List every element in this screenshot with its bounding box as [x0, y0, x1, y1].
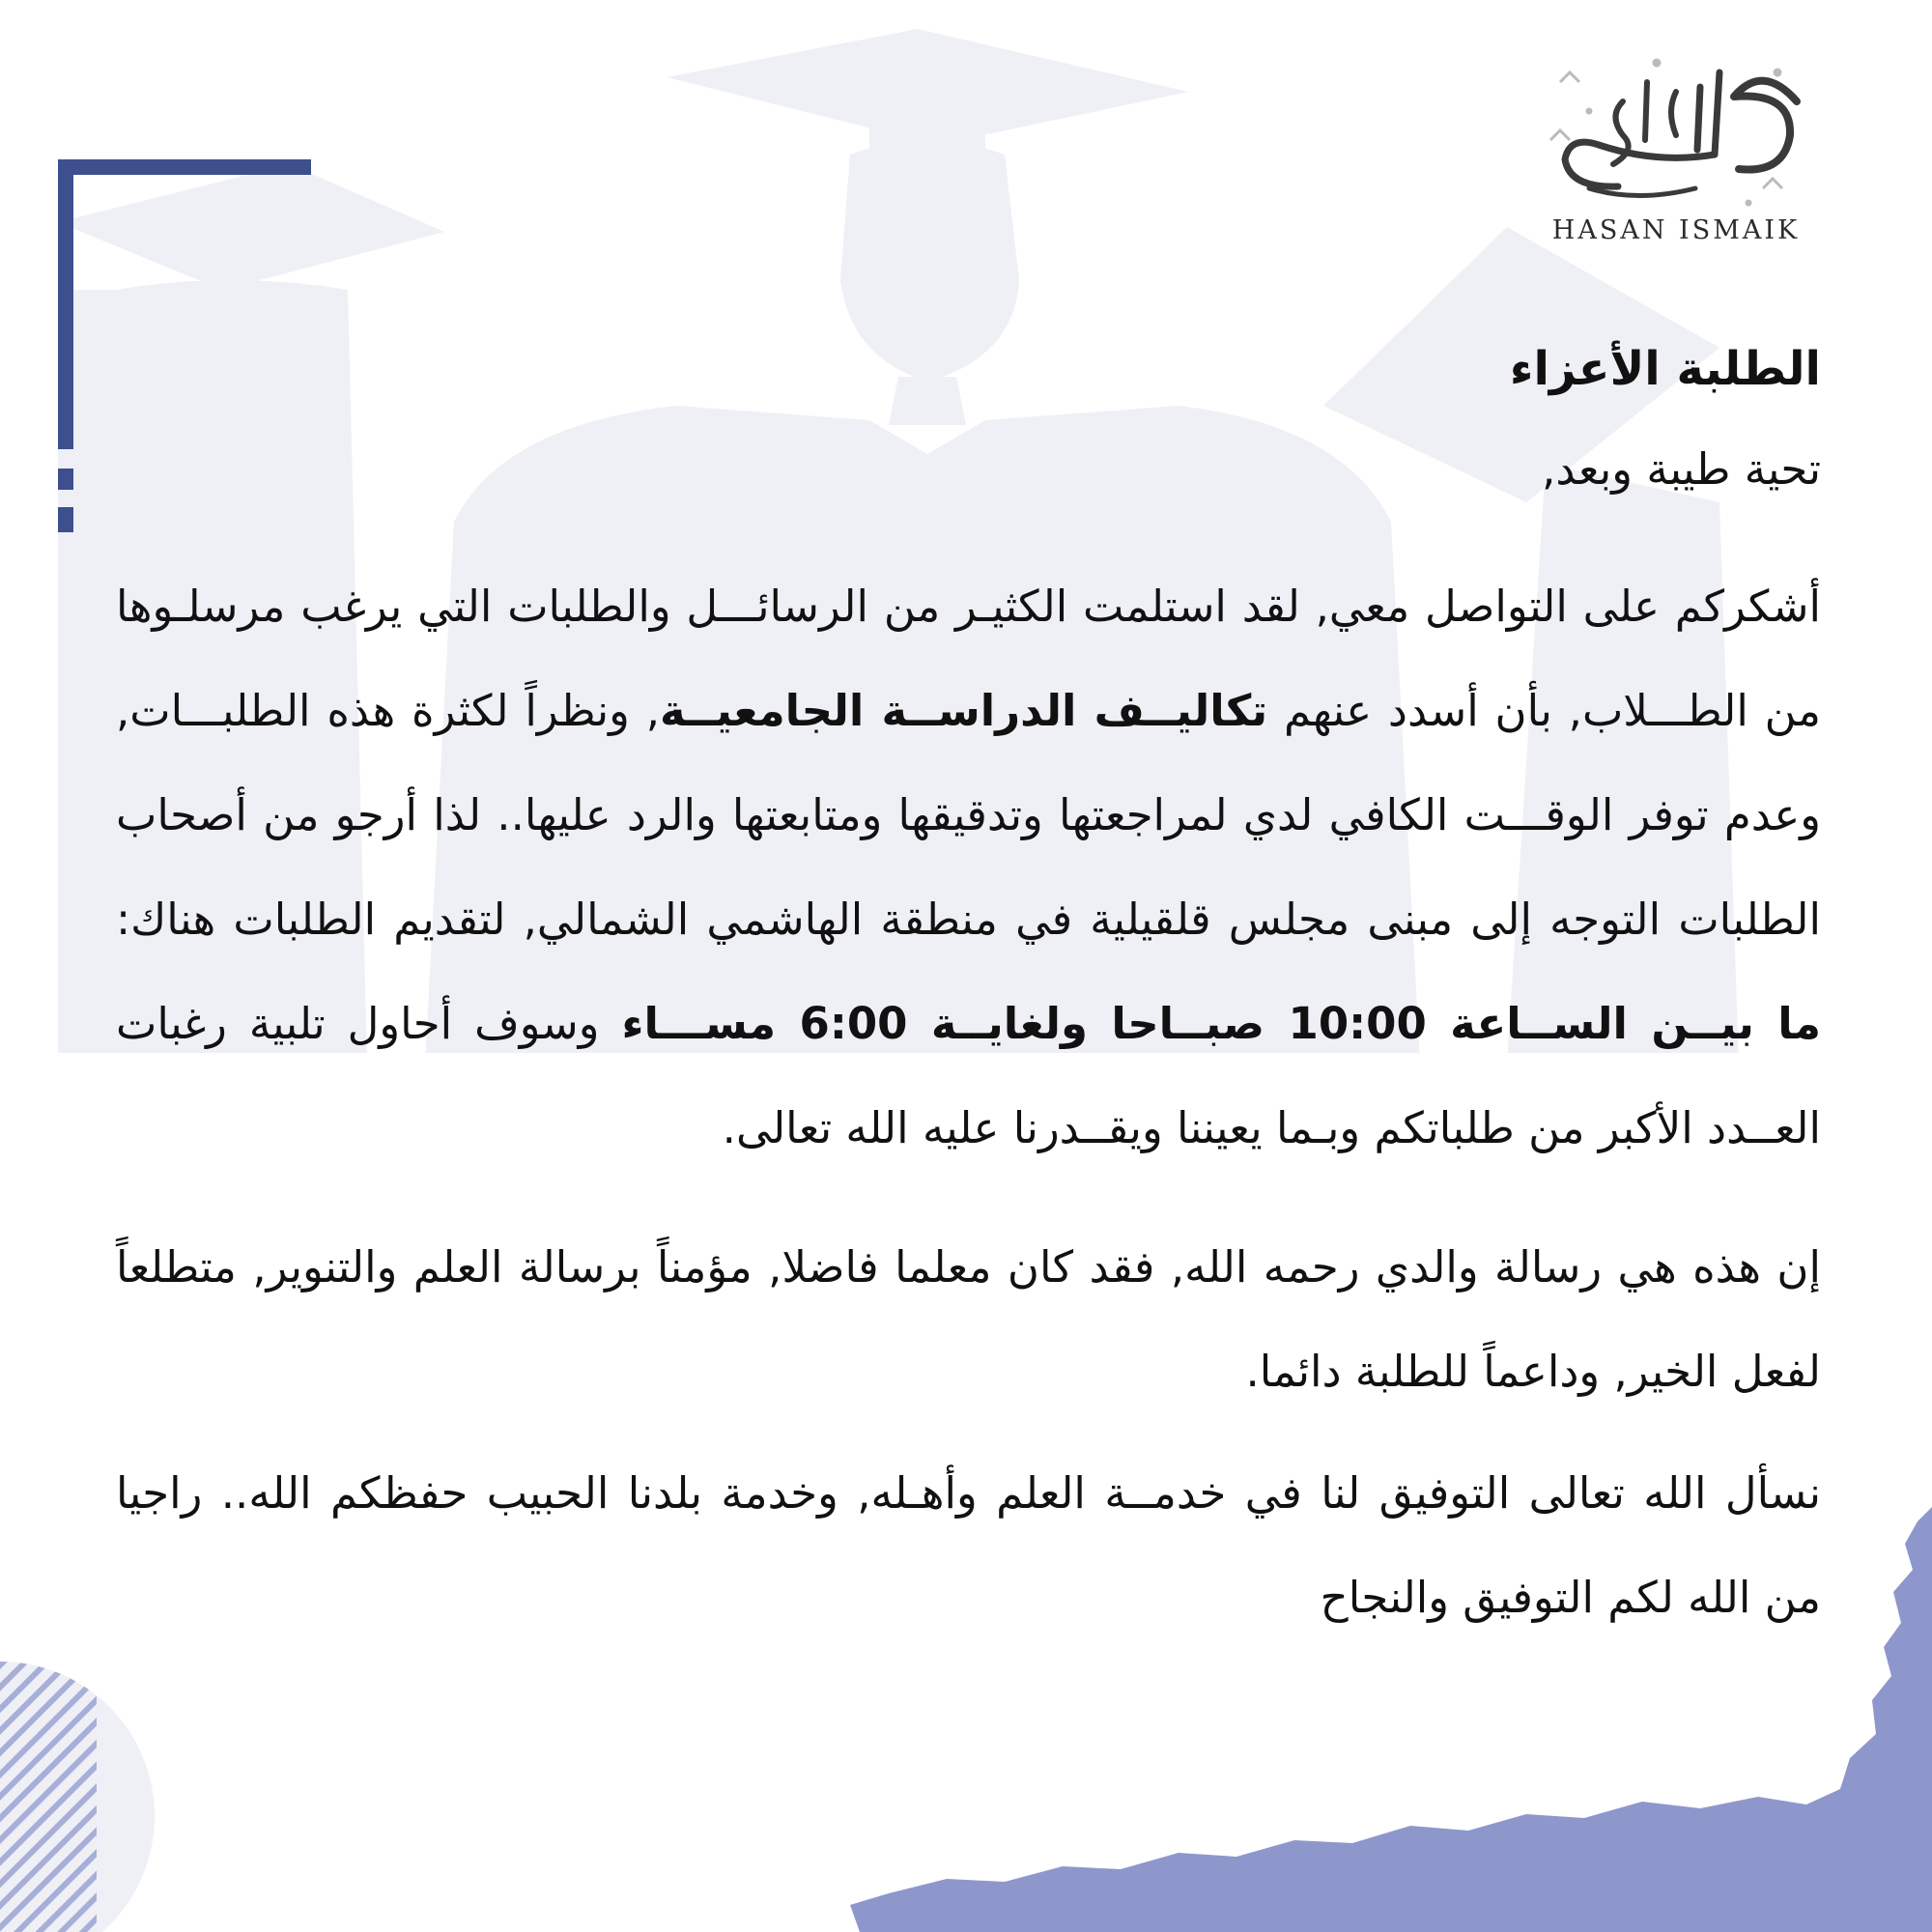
paragraph-1 — [116, 554, 1821, 1180]
paragraph-1-emphasis-hours: ما بيــن الســاعة 10:00 صبــاحا ولغايــة 6:00 مســـاء — [621, 998, 1821, 1049]
paragraph-3: نسأل الله تعالى التوفيق لنا في خدمــة العلم وأهـله, وخدمة بلدنا الحبيب حفظكم الله.. راجيا من الله لكم التوفيق والنجاح — [116, 1467, 1821, 1623]
striped-circle — [0, 1662, 155, 1932]
brand-name: HASAN ISMAIK — [1551, 215, 1801, 245]
paragraph-2: إن هذه هي رسالة والدي رحمه الله, فقد كان معلما فاضلا, مؤمناً برسالة العلم والتنوير, متطلعاً لفعل الخير, وداعماً للطلبة دائما. — [116, 1241, 1821, 1397]
brand-logo — [1531, 43, 1821, 251]
paragraph-1-part-1: أشكركم على التواصل معي, لقد استلمت الكثيـر من الرسائـــل والطلبات التي يرغب مرسلـوها من الطـــلاب, بأن أسدد عنهم — [116, 581, 1821, 736]
paragraph-1-part-2: , ونظراً لكثرة هذه الطلبـــات, وعدم توفر الوقـــت الكافي لدي لمراجعتها وتدقيقها ومتابعتها والرد عليها.. لذا أرجو من أصحاب الطلبات التوجه إلى مبنى مجلس قلقيلية في منطقة الهاشمي الشمالي, لتقديم الطلبات هناك: — [116, 685, 1821, 945]
paragraph-1-part-3: وسوف أحاول تلبية رغبات العــدد الأكبر من طلباتكم وبـما يعيننا ويقــدرنا عليه الله تعالى. — [116, 998, 1821, 1153]
calligraphy-logo-mark — [1531, 43, 1821, 213]
paragraph-1-emphasis-costs: تكاليــف الدراســة الجامعيــة — [660, 685, 1268, 736]
letter-greeting: تحية طيبة وبعد, — [1542, 443, 1821, 495]
letter-body — [116, 319, 1821, 1650]
letter-salutation: الطلبة الأعزاء — [1509, 342, 1821, 396]
